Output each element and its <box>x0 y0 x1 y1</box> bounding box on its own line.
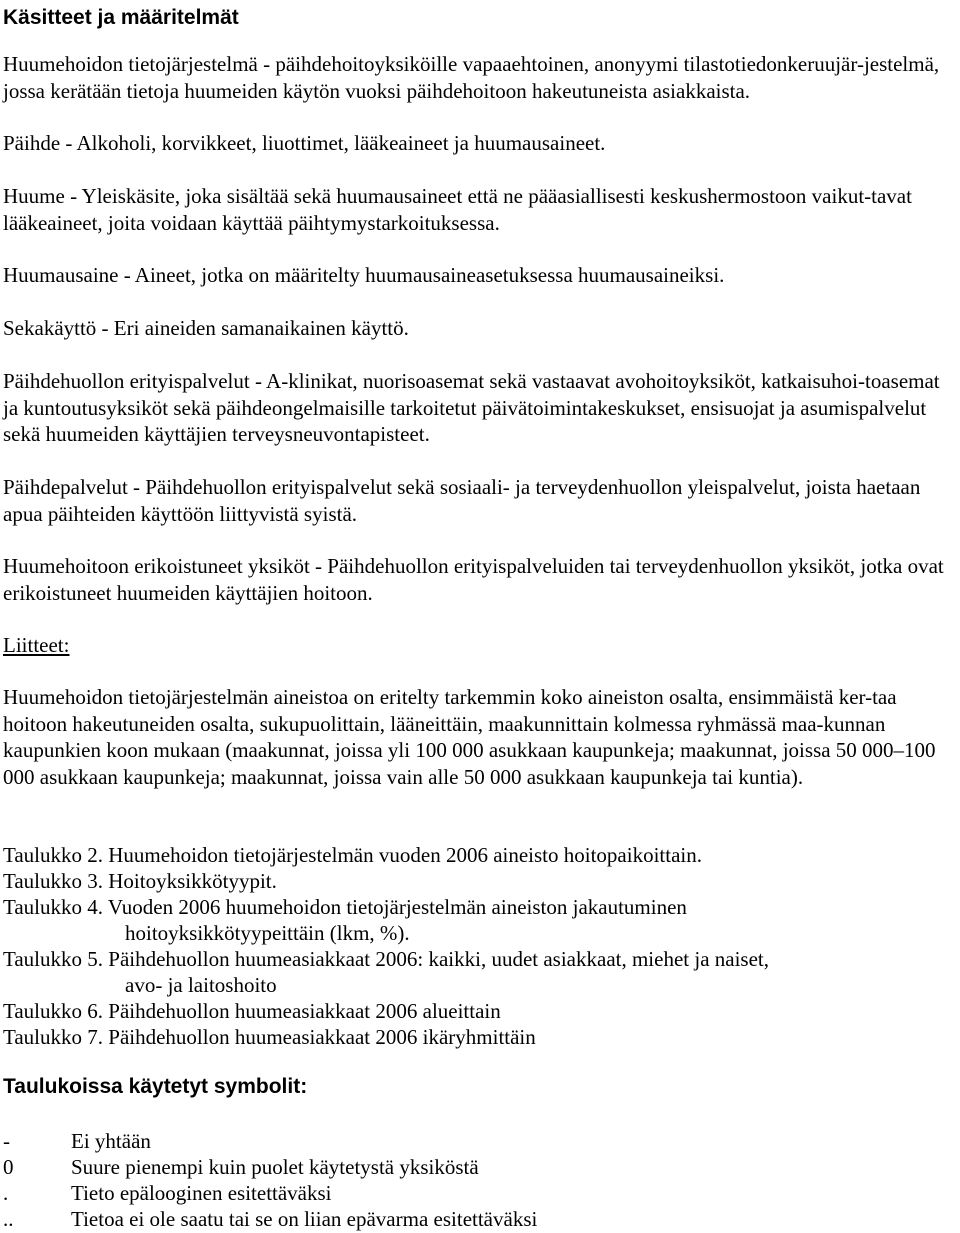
symbol-value: Tieto epälooginen esitettäväksi <box>71 1181 332 1205</box>
table-item: Taulukko 3. Hoitoyksikkötyypit. <box>3 869 277 893</box>
appendix-intro: Huumehoidon tietojärjestelmän aineistoa on eritelty tarkemmin koko aineiston osalta, ensimmäistä ker-taa hoitoon hakeutuneiden osalta, sukupuolittain, lääneittäin, maakunnittain kolmessa ryhmässä maa-kunnan kaupunkien koon mukaan (maakunnat, joissa yli 100 000 asukkaan kaupunkeja; maakunnat, joissa 50 000–100 000 asukkaan kaupunkeja; maakunnat, joissa vain alle 50 000 asukkaan kaupunkeja tai kuntia). <box>3 685 936 789</box>
symbol-value: Tietoa ei ole saatu tai se on liian epävarma esitettäväksi <box>71 1207 538 1231</box>
definition-huumehoitoyksikot: Huumehoitoon erikoistuneet yksiköt - Päihdehuollon erityispalveluiden tai terveydenhuollon yksiköt, jotka ovat erikoistuneet huumeiden käyttäjien hoitoon. <box>3 554 944 605</box>
definition-huume: Huume - Yleiskäsite, joka sisältää sekä huumausaineet että ne pääasiallisesti keskushermostoon vaikut-tavat lääkeaineet, joita voidaan käyttää päihtymystarkoituksessa. <box>3 184 912 235</box>
definition-huumausaine: Huumausaine - Aineet, jotka on määritelty huumausaineasetuksessa huumausaineiksi. <box>3 263 725 287</box>
table-item: Taulukko 4. Vuoden 2006 huumehoidon tietojärjestelmän aineiston jakautuminen <box>3 895 687 919</box>
symbol-value: Ei yhtään <box>71 1129 151 1153</box>
symbol-row <box>3 1180 903 1206</box>
definition-paihde: Päihde - Alkoholi, korvikkeet, liuottimet, lääkeaineet ja huumausaineet. <box>3 131 606 155</box>
symbols-title: Taulukoissa käytetyt symbolit: <box>3 1075 308 1098</box>
definition-tietojarjestelma: Huumehoidon tietojärjestelmä - päihdehoitoyksiköille vapaaehtoinen, anonyymi tilastotiedonkeruujär-jestelmä, jossa kerätään tietoja huumeiden käytön vuoksi päihdehoitoon hakeutuneista asiakkaista. <box>3 52 940 103</box>
symbol-value: Suure pienempi kuin puolet käytetystä yksiköstä <box>71 1155 479 1179</box>
symbol-row <box>3 1154 903 1180</box>
definition-sekakaytto: Sekakäyttö - Eri aineiden samanaikainen käyttö. <box>3 316 409 340</box>
table-item: Taulukko 2. Huumehoidon tietojärjestelmän vuoden 2006 aineisto hoitopaikoittain. <box>3 843 702 867</box>
definition-erityispalvelut: Päihdehuollon erityispalvelut - A-klinikat, nuorisoasemat sekä vastaavat avohoitoyksiköt, katkaisuhoi-toasemat ja kuntoutusyksiköt sekä päihdeongelmaisille tarkoitetut päivätoimintakeskukset, ensisuojat ja asumispalvelut sekä huumeiden käyttäjien terveysneuvontapisteet. <box>3 369 940 446</box>
table-item: Taulukko 6. Päihdehuollon huumeasiakkaat 2006 alueittain <box>3 999 501 1023</box>
appendix-title: Liitteet: <box>3 633 70 657</box>
table-item-continued: hoitoyksikkötyypeittäin (lkm, %). <box>125 921 410 945</box>
table-item: Taulukko 5. Päihdehuollon huumeasiakkaat 2006: kaikki, uudet asiakkaat, miehet ja naiset, <box>3 947 770 971</box>
symbol-row <box>3 1128 903 1154</box>
symbol-key: .. <box>3 1207 14 1231</box>
definition-paihdepalvelut: Päihdepalvelut - Päihdehuollon erityispalvelut sekä sosiaali- ja terveydenhuollon yleispalvelut, joista haetaan apua päihteiden käyttöön liittyvistä syistä. <box>3 475 921 526</box>
section-title: Käsitteet ja määritelmät <box>3 6 239 29</box>
table-item: Taulukko 7. Päihdehuollon huumeasiakkaat 2006 ikäryhmittäin <box>3 1025 536 1049</box>
symbol-key: - <box>3 1129 10 1153</box>
symbol-row <box>3 1206 903 1232</box>
table-item-continued: avo- ja laitoshoito <box>125 973 277 997</box>
symbol-key: 0 <box>3 1155 14 1179</box>
symbol-key: . <box>3 1181 9 1205</box>
